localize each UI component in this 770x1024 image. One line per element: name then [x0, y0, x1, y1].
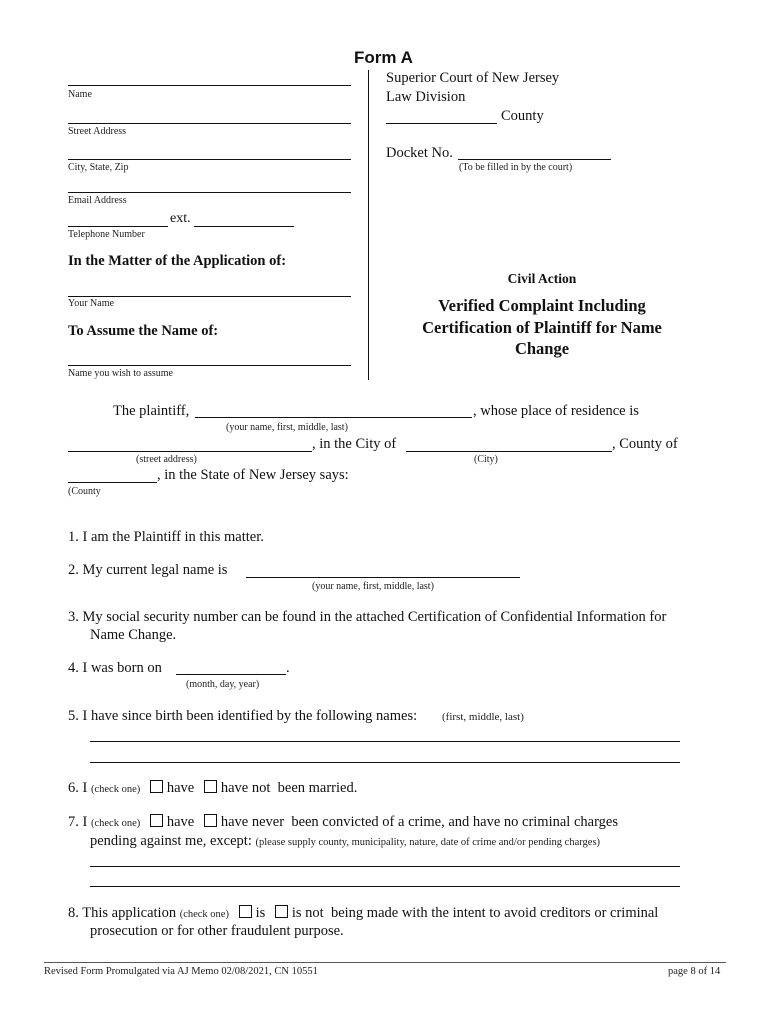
column-divider: [368, 70, 369, 380]
plaintiff-text: The plaintiff,: [113, 403, 190, 419]
residence-text: , whose place of residence is: [473, 403, 639, 419]
item-7-pending-text: pending against me, except:: [90, 833, 252, 849]
complaint-title-line-3: Change: [514, 339, 570, 358]
page-number: page 8 of 14: [668, 966, 721, 977]
item-8-end: being made with the intent to avoid creditors or criminal: [330, 905, 659, 921]
court-name: Superior Court of New Jersey: [386, 70, 560, 86]
complaint-title-line-1: Verified Complaint Including: [438, 296, 646, 315]
item-3-line-1: 3. My social security number can be found in the attached Certification of Confidential Information for: [68, 609, 667, 625]
street-address-field[interactable]: [68, 123, 351, 124]
ext-label: ext.: [170, 211, 191, 226]
intent-is-label: is: [255, 905, 266, 921]
married-have-label: have: [166, 780, 195, 796]
email-field[interactable]: [68, 192, 351, 193]
prior-names-line-2[interactable]: [90, 762, 680, 763]
charges-line-2[interactable]: [90, 886, 680, 887]
county-line[interactable]: [68, 482, 157, 483]
item-8-text: 8. This application: [68, 905, 177, 921]
street-address-label: Street Address: [68, 126, 127, 137]
intent-is-not-checkbox[interactable]: [275, 905, 288, 918]
new-name-field[interactable]: [68, 365, 351, 366]
assume-heading: To Assume the Name of:: [68, 323, 219, 339]
married-have-checkbox[interactable]: [150, 780, 163, 793]
in-city-text: , in the City of: [312, 436, 397, 452]
item-1: 1. I am the Plaintiff in this matter.: [68, 529, 264, 545]
state-says-text: , in the State of New Jersey says:: [157, 467, 349, 483]
item-5-text: 5. I have since birth been identified by the following names:: [68, 708, 418, 724]
county-label: County: [501, 108, 544, 124]
item-3-line-2: Name Change.: [90, 627, 177, 643]
city-hint: (City): [474, 454, 498, 465]
name-label: Name: [68, 89, 92, 100]
item-5-hint: (first, middle, last): [442, 711, 524, 723]
your-name-label: Your Name: [68, 298, 114, 309]
item-2-hint: (your name, first, middle, last): [312, 581, 434, 592]
convicted-have-never-label: have never: [220, 814, 285, 830]
city-state-zip-field[interactable]: [68, 159, 351, 160]
item-6-text: 6. I: [68, 780, 88, 796]
charges-line-1[interactable]: [90, 866, 680, 867]
plaintiff-name-field[interactable]: [195, 417, 472, 418]
docket-field[interactable]: [458, 159, 611, 160]
civil-action-label: Civil Action: [507, 271, 577, 286]
new-name-label: Name you wish to assume: [68, 368, 173, 379]
your-name-field[interactable]: [68, 296, 351, 297]
court-division: Law Division: [386, 89, 466, 105]
item-7-end: been convicted of a crime, and have no criminal charges: [291, 814, 618, 830]
city-line[interactable]: [406, 451, 612, 452]
intent-is-not-label: is not: [291, 905, 324, 921]
item-4-period: .: [286, 660, 290, 676]
name-field[interactable]: [68, 85, 351, 86]
item-6-check-hint: (check one): [90, 784, 141, 795]
item-7-line-2: [90, 833, 600, 850]
complaint-title-line-2: Certification of Plaintiff for Name: [422, 318, 662, 337]
convicted-have-label: have: [166, 814, 195, 830]
item-7-text: 7. I: [68, 814, 88, 830]
item-2-text: 2. My current legal name is: [68, 562, 228, 578]
convicted-have-never-checkbox[interactable]: [204, 814, 217, 827]
legal-name-field[interactable]: [246, 577, 520, 578]
item-8-check-hint: (check one): [179, 909, 229, 920]
footer-revision: Revised Form Promulgated via AJ Memo 02/08/2021, CN 10551: [44, 966, 318, 977]
item-7-hint: (please supply county, municipality, nature, date of crime and/or pending charges): [255, 837, 601, 848]
email-label: Email Address: [68, 195, 127, 206]
your-name-hint: (your name, first, middle, last): [226, 422, 348, 433]
married-have-not-label: have not: [220, 780, 271, 796]
county-hint: (County: [68, 486, 101, 497]
item-8-line-2: prosecution or for other fraudulent purpose.: [90, 923, 344, 939]
form-title: Form A: [354, 48, 413, 67]
convicted-have-checkbox[interactable]: [150, 814, 163, 827]
footer-rule: [44, 962, 726, 963]
intent-is-checkbox[interactable]: [239, 905, 252, 918]
item-6-row: [68, 780, 357, 797]
city-state-zip-label: City, State, Zip: [68, 162, 129, 173]
matter-heading: In the Matter of the Application of:: [68, 253, 287, 269]
prior-names-line-1[interactable]: [90, 741, 680, 742]
county-of-text: , County of: [612, 436, 678, 452]
extension-field[interactable]: [194, 226, 294, 227]
item-4-text: 4. I was born on: [68, 660, 162, 676]
telephone-field[interactable]: [68, 226, 168, 227]
item-6-end: been married.: [277, 780, 358, 796]
item-4-hint: (month, day, year): [186, 679, 260, 690]
birth-date-field[interactable]: [176, 674, 286, 675]
docket-label: Docket No.: [386, 145, 453, 161]
telephone-label: Telephone Number: [68, 229, 145, 240]
street-address-line[interactable]: [68, 451, 312, 452]
docket-note: (To be filled in by the court): [459, 162, 573, 173]
item-8-row: [68, 905, 658, 922]
street-hint: (street address): [136, 454, 197, 465]
county-field[interactable]: [386, 123, 497, 124]
married-have-not-checkbox[interactable]: [204, 780, 217, 793]
item-7-row: [68, 814, 618, 831]
item-7-check-hint: (check one): [90, 818, 141, 829]
